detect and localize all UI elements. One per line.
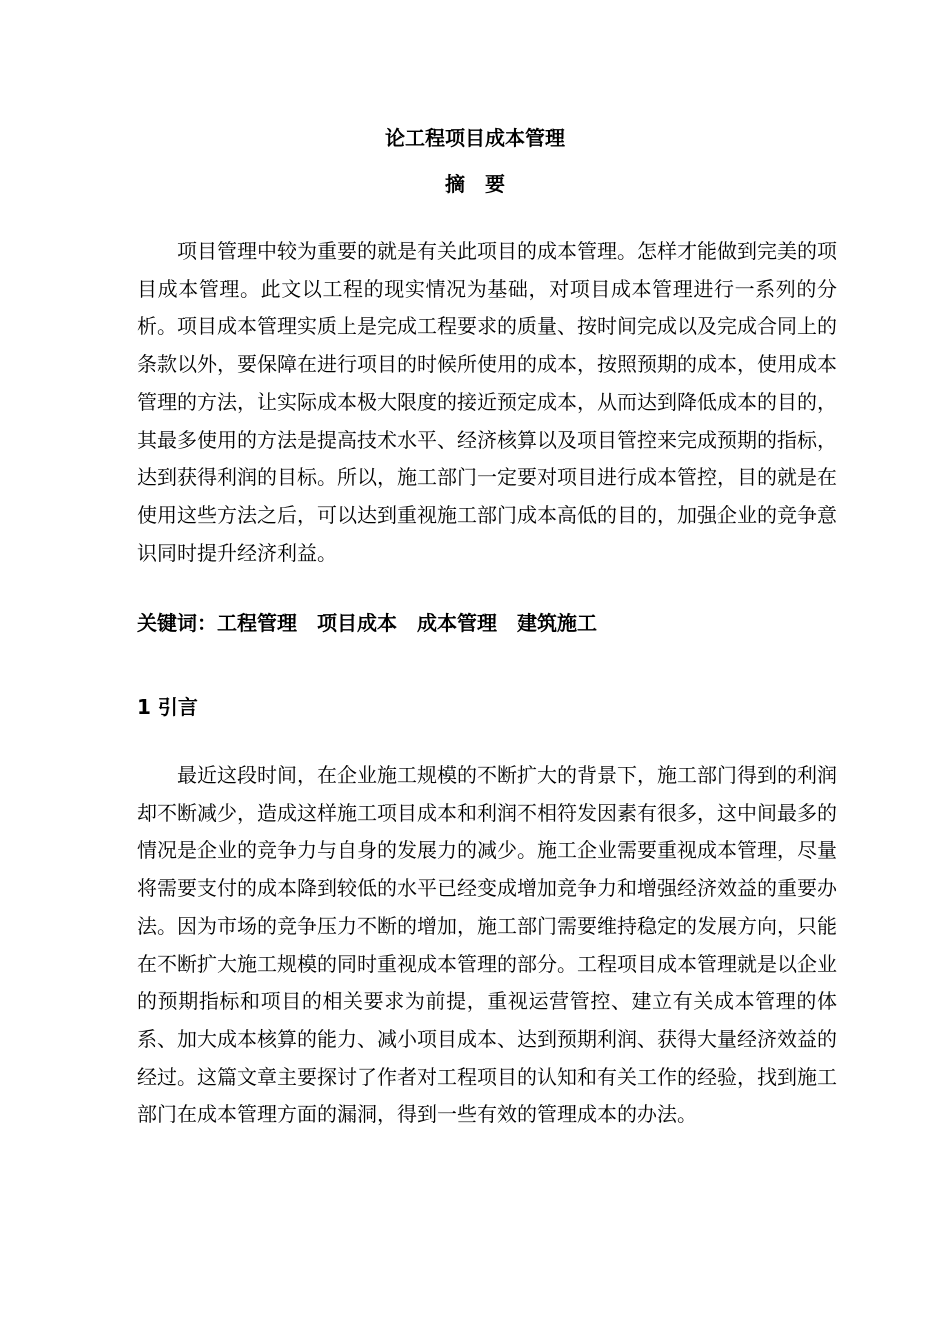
abstract-heading: 摘要: [445, 172, 525, 196]
keywords-line: [137, 606, 857, 640]
section-heading-introduction: 1 引言: [137, 695, 198, 719]
abstract-paragraph: 项目管理中较为重要的就是有关此项目的成本管理。怎样才能做到完美的项目成本管理。此文以工程的现实情况为基础，对项目成本管理进行一系列的分析。项目成本管理实质上是完成工程要求的质量、按时间完成以及完成合同上的条款以外，要保障在进行项目的时候所使用的成本，按照预期的成本，使用成本管理的方法，让实际成本极大限度的接近预定成本，从而达到降低成本的目的，其最多使用的方法是提高技术水平、经济核算以及项目管控来完成预期的指标，达到获得利润的目标。所以，施工部门一定要对项目进行成本管控，目的就是在使用这些方法之后，可以达到重视施工部门成本高低的目的，加强企业的竞争意识同时提升经济利益。: [137, 239, 837, 565]
keyword-term: 项目成本: [317, 611, 397, 635]
document-title: 论工程项目成本管理: [385, 126, 565, 150]
keyword-term: 建筑施工: [517, 611, 597, 635]
keyword-term: 工程管理: [217, 611, 297, 635]
introduction-paragraph: 最近这段时间，在企业施工规模的不断扩大的背景下，施工部门得到的利润却不断减少，造成这样施工项目成本和利润不相符发因素有很多，这中间最多的情况是企业的竞争力与自身的发展力的减少。施工企业需要重视成本管理，尽量将需要支付的成本降到较低的水平已经变成增加竞争力和增强经济效益的重要办法。因为市场的竞争压力不断的增加，施工部门需要维持稳定的发展方向，只能在不断扩大施工规模的同时重视成本管理的部分。工程项目成本管理就是以企业的预期指标和项目的相关要求为前提，重视运营管控、建立有关成本管理的体系、加大成本核算的能力、减小项目成本、达到预期利润、获得大量经济效益的经过。这篇文章主要探讨了作者对工程项目的认知和有关工作的经验，找到施工部门在成本管理方面的漏洞，得到一些有效的管理成本的办法。: [137, 763, 837, 1127]
keyword-term: 成本管理: [417, 611, 497, 635]
keywords-label: 关键词：: [137, 611, 217, 635]
